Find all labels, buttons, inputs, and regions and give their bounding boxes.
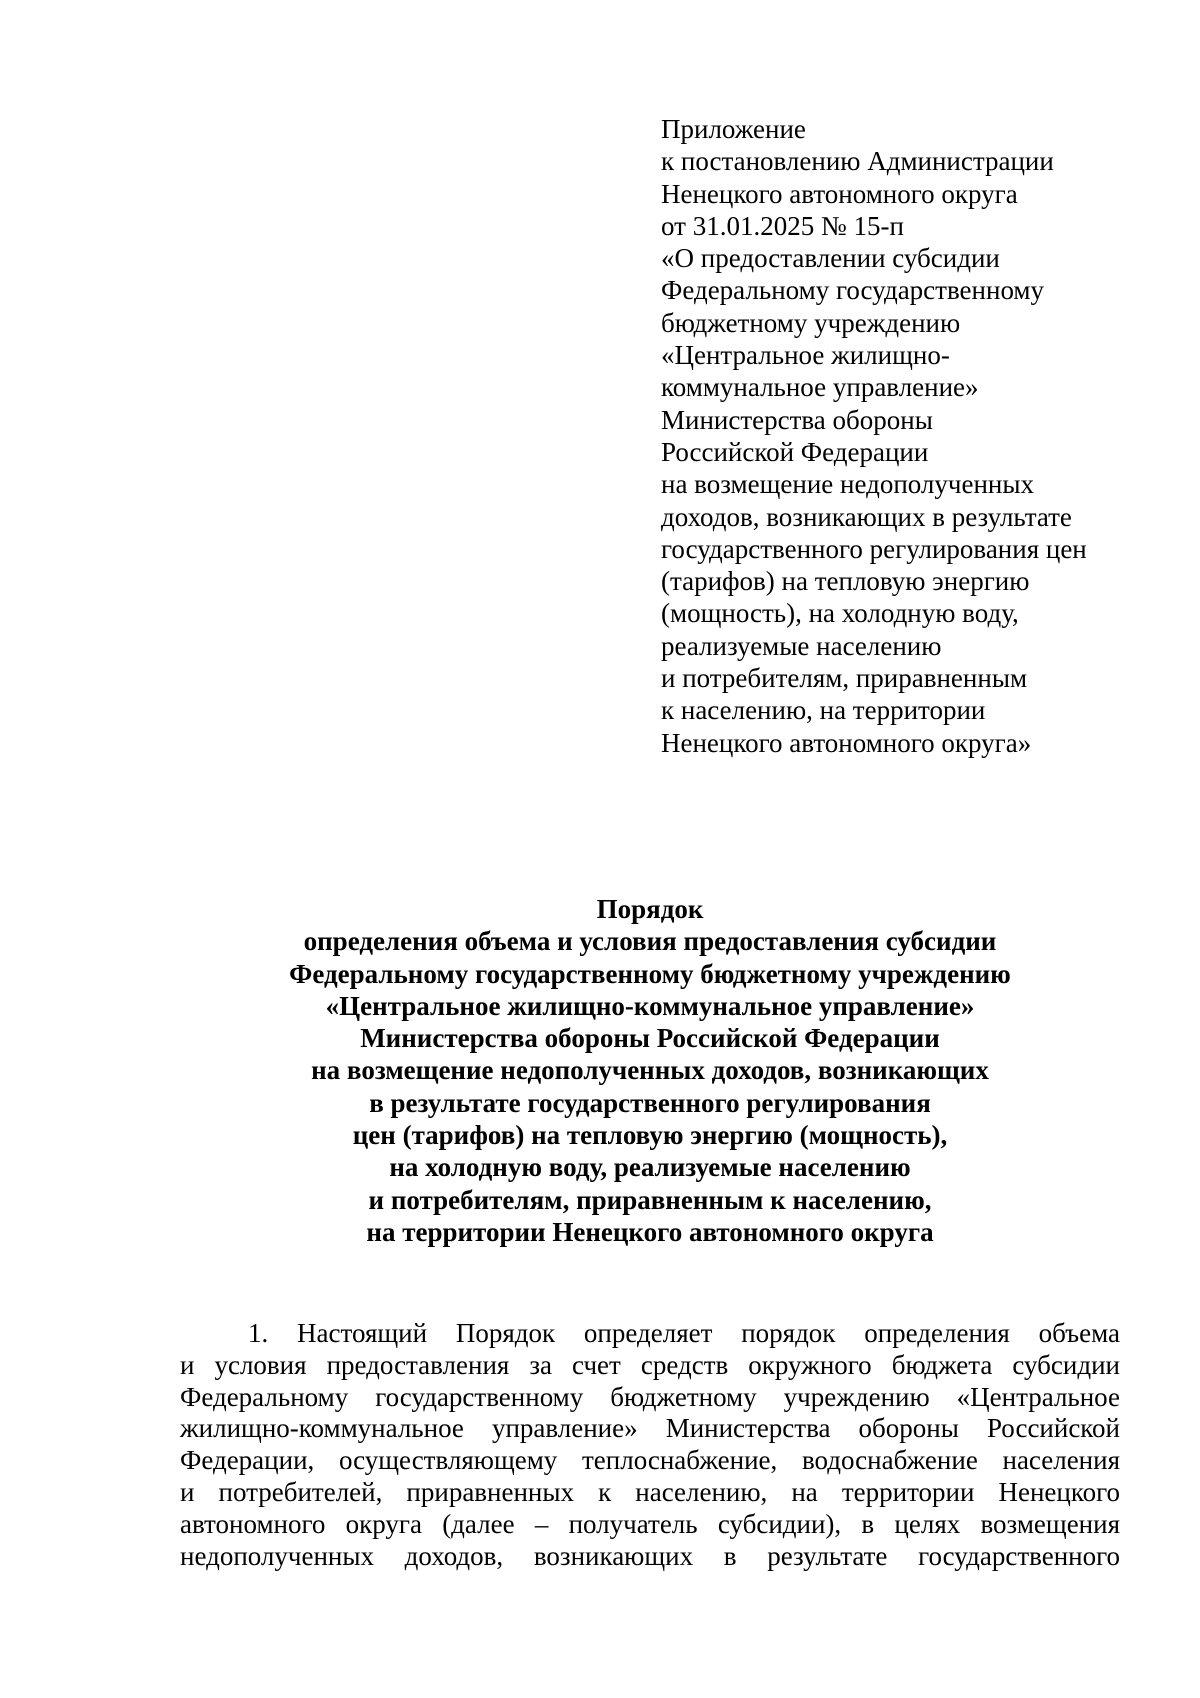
appendix-line: к населению, на территории (661, 695, 986, 726)
paragraph-line: и условия предоставления за счет средств окружного бюджета субсидии (180, 1349, 1120, 1380)
appendix-line: и потребителям, приравненным (661, 663, 1028, 694)
appendix-line: на возмещение недополученных (661, 469, 1034, 500)
appendix-line: (мощность), на холодную воду, (661, 598, 1019, 629)
title-line: и потребителям, приравненным к населению, (368, 1184, 932, 1215)
document-title (180, 893, 1120, 1248)
paragraph-line: жилищно-коммунальное управление» Министерства обороны Российской (180, 1413, 1120, 1444)
appendix-line: Ненецкого автономного округа» (661, 727, 1032, 758)
title-line: на холодную воду, реализуемые населению (389, 1152, 911, 1183)
appendix-line: к постановлению Администрации (661, 146, 1054, 177)
appendix-line: реализуемые населению (661, 630, 942, 661)
appendix-line: государственного регулирования цен (661, 533, 1087, 564)
title-line: «Центральное жилищно-коммунальное управление» (325, 990, 975, 1021)
appendix-line: доходов, возникающих в результате (661, 501, 1072, 532)
appendix-line: от 31.01.2025 № 15-п (661, 210, 904, 241)
paragraph-line: автономного округа (далее – получатель субсидии), в целях возмещения (180, 1508, 1120, 1539)
paragraph-line: Федеральному государственному бюджетному учреждению «Центральное (180, 1381, 1120, 1412)
appendix-line: «О предоставлении субсидии (661, 243, 1000, 274)
appendix-line: Министерства обороны (661, 404, 933, 435)
appendix-line: Приложение (661, 114, 806, 144)
title-line: Порядок (596, 894, 704, 924)
title-line: в результате государственного регулирования (369, 1087, 931, 1118)
appendix-line: коммунальное управление» (661, 372, 979, 403)
paragraph-1 (180, 1318, 1120, 1572)
appendix-line: Ненецкого автономного округа (661, 178, 1018, 209)
appendix-line: (тарифов) на тепловую энергию (661, 566, 1030, 597)
paragraph-line: и потребителей, приравненных к населению, на территории Ненецкого (180, 1476, 1120, 1507)
appendix-line: Федеральному государственному (661, 275, 1045, 306)
appendix-line: Российской Федерации (661, 436, 929, 467)
paragraph-line: Федерации, осуществляющему теплоснабжение, водоснабжение населения (180, 1445, 1120, 1476)
paragraph-line: недополученных доходов, возникающих в результате государственного (180, 1540, 1120, 1571)
title-line: определения объема и условия предоставления субсидии (303, 926, 997, 957)
appendix-header (661, 113, 1131, 759)
appendix-line: «Центральное жилищно- (661, 340, 950, 371)
title-line: на территории Ненецкого автономного округа (366, 1216, 934, 1247)
title-line: Федеральному государственному бюджетному учреждению (289, 958, 1011, 989)
appendix-line: бюджетному учреждению (661, 307, 961, 338)
title-line: цен (тарифов) на тепловую энергию (мощность), (352, 1120, 948, 1151)
paragraph-line: 1. Настоящий Порядок определяет порядок определения объема (248, 1318, 1120, 1348)
title-line: на возмещение недополученных доходов, возникающих (311, 1055, 989, 1086)
title-line: Министерства обороны Российской Федерации (360, 1023, 940, 1054)
